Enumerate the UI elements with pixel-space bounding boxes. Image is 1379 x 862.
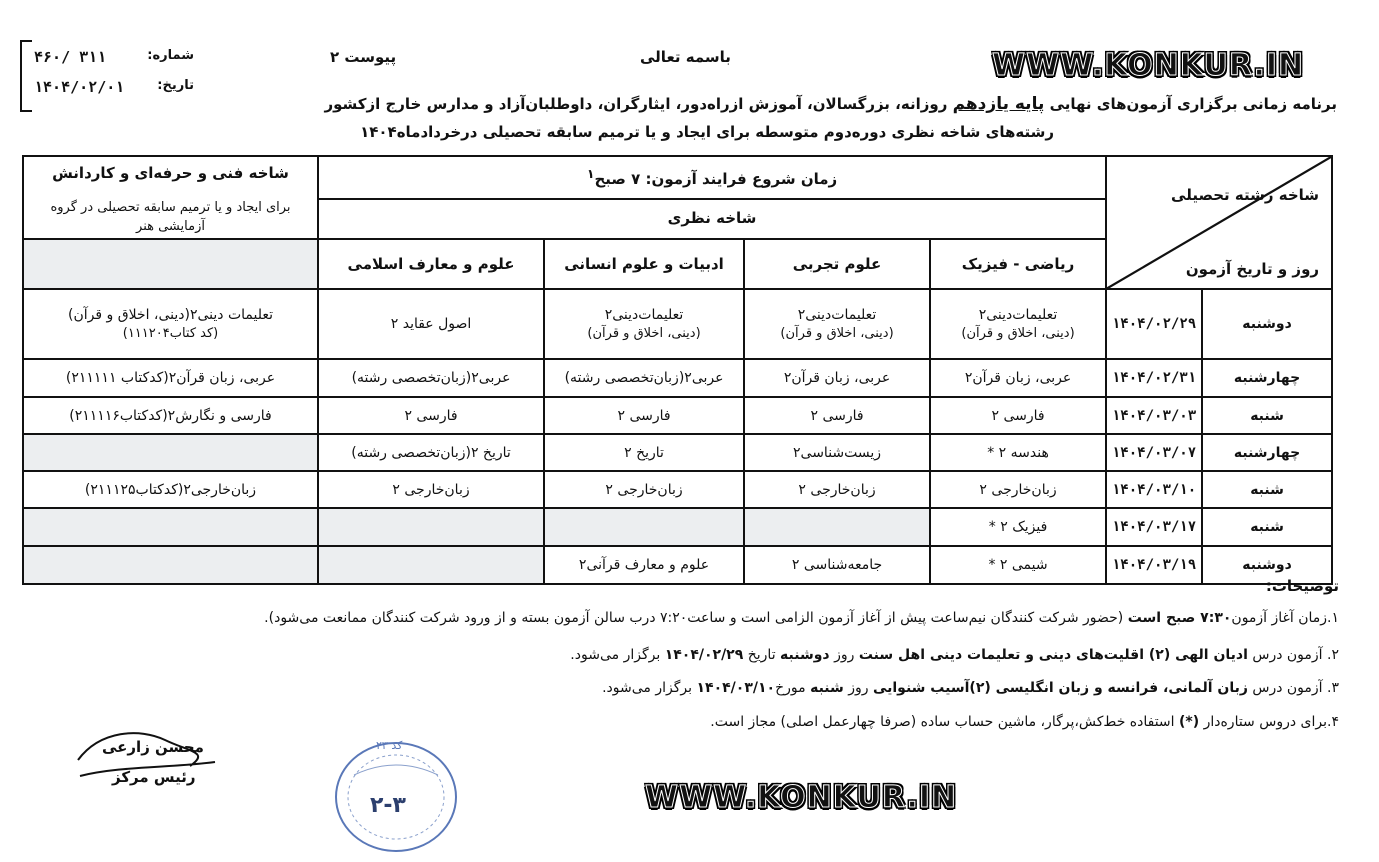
technical-header-cell: [23, 156, 318, 239]
table-cell: [318, 289, 544, 359]
table-cell: هندسه ۲ *: [930, 434, 1106, 471]
row-day: شنبه: [1202, 508, 1332, 546]
cell-sub: (کد کتاب۱۱۱۲۰۴): [122, 326, 219, 342]
note-1: [264, 610, 1339, 626]
table-cell: تاریخ ۲: [544, 434, 744, 471]
note-2-f: ۱۴۰۴/۰۲/۲۹: [664, 647, 744, 663]
title-line-1: [324, 94, 1337, 114]
row-date: ۱۴۰۴/۰۲/۲۹: [1106, 289, 1202, 359]
table-cell: فارسی و نگارش۲(کدکتاب۲۱۱۱۱۶): [23, 397, 318, 434]
note-4-c: استفاده خط‌کش،پرگار، ماشین حساب ساده (صرفا چهارعمل اصلی) مجاز است.: [710, 714, 1180, 730]
cell-sub: (دینی، اخلاق و قرآن): [780, 326, 894, 342]
cell-title: تعلیمات دینی۲(دینی، اخلاق و قرآن): [68, 306, 273, 323]
note-4-a: ۴.برای دروس ستاره‌دار: [1199, 714, 1339, 730]
date-value: ۱۴۰۴/۰۲/۰۱: [34, 78, 125, 96]
row-day: شنبه: [1202, 397, 1332, 434]
corner-cell: [1106, 156, 1332, 289]
note-1-c: (حضور شرکت کنندگان نیم‌ساعت پیش از آغاز آزمون الزامی است و ساعت۷:۲۰ درب سالن آزمون بسته و از ورود شرکت کنندگان ممانعت می‌شود).: [264, 610, 1128, 626]
note-2: [570, 647, 1339, 663]
col-experimental-sciences: علوم تجربی: [744, 239, 930, 289]
table-cell: [544, 289, 744, 359]
row-day: دوشنبه: [1202, 546, 1332, 584]
technical-header-fill: [23, 239, 318, 289]
note-3: [602, 680, 1339, 696]
cell-title: اصول عقاید ۲: [390, 316, 472, 333]
start-time-text: زمان شروع فرایند آزمون: ۷ صبح: [594, 169, 838, 188]
watermark-bottom: WWW.KONKUR.IN: [645, 780, 958, 815]
table-cell: عربی۲(زبان‌تخصصی رشته): [318, 359, 544, 397]
table-cell: فارسی ۲: [930, 397, 1106, 434]
note-3-e: مورخ: [775, 680, 811, 696]
cell-title: تعلیمات‌دینی۲: [978, 306, 1058, 323]
attachment-label: پیوست ۲: [330, 48, 397, 66]
empty-cell: [23, 546, 318, 584]
note-3-a: ۳. آزمون درس: [1247, 680, 1339, 696]
start-time-header: [318, 156, 1106, 199]
empty-cell: [23, 434, 318, 471]
row-date: ۱۴۰۴/۰۳/۰۳: [1106, 397, 1202, 434]
col-islamic-studies: علوم و معارف اسلامی: [318, 239, 544, 289]
table-cell: فارسی ۲: [318, 397, 544, 434]
row-date: ۱۴۰۴/۰۳/۱۰: [1106, 471, 1202, 508]
table-cell: زبان‌خارجی ۲: [744, 471, 930, 508]
title-highlight: پایه یازدهم: [952, 94, 1045, 114]
date-row: [34, 78, 194, 96]
empty-cell: [318, 508, 544, 546]
table-row: [23, 397, 1332, 434]
table-cell: [930, 289, 1106, 359]
table-cell: [744, 289, 930, 359]
cell-sub: (دینی، اخلاق و قرآن): [587, 326, 701, 342]
exam-schedule-table: [22, 155, 1333, 585]
corner-bottom-label: روز و تاریخ آزمون: [1185, 259, 1320, 278]
table-cell: عربی، زبان قرآن۲: [930, 359, 1106, 397]
watermark-top: WWW.KONKUR.IN: [992, 48, 1305, 83]
note-1-b: ۷:۳۰ صبح است: [1127, 610, 1232, 626]
empty-cell: [23, 508, 318, 546]
theory-branch-header: شاخه نظری: [318, 199, 1106, 239]
cell-sub: (دینی، اخلاق و قرآن): [961, 326, 1075, 342]
note-2-a: ۲. آزمون درس: [1247, 647, 1339, 663]
note-3-f: ۱۴۰۴/۰۳/۱۰: [696, 680, 776, 696]
bismillah: باسمه تعالی: [640, 48, 731, 66]
table-cell: عربی، زبان قرآن۲: [744, 359, 930, 397]
table-cell: زبان‌خارجی ۲: [544, 471, 744, 508]
table-cell: زبان‌خارجی ۲: [930, 471, 1106, 508]
row-day: چهارشنبه: [1202, 359, 1332, 397]
signer-name: محسن زارعی: [102, 738, 204, 756]
table-cell: زیست‌شناسی۲: [744, 434, 930, 471]
table-cell: علوم و معارف قرآنی۲: [544, 546, 744, 584]
row-date: ۱۴۰۴/۰۳/۱۹: [1106, 546, 1202, 584]
title-line-1-part1: برنامه زمانی برگزاری آزمون‌های نهایی: [1044, 95, 1337, 113]
cell-title: تعلیمات‌دینی۲: [797, 306, 877, 323]
note-2-d: دوشنبه: [780, 647, 830, 663]
table-cell: فارسی ۲: [744, 397, 930, 434]
table-cell: زبان‌خارجی۲(کدکتاب۲۱۱۱۲۵): [23, 471, 318, 508]
col-humanities: ادبیات و علوم انسانی: [544, 239, 744, 289]
table-row: [23, 434, 1332, 471]
number-value: ۴۶۰/ ۳۱۱: [34, 48, 107, 66]
row-day: دوشنبه: [1202, 289, 1332, 359]
table-row: [23, 289, 1332, 359]
signer-role: رئیس مرکز: [112, 768, 196, 786]
technical-header: شاخه فنی و حرفه‌ای و کاردانش: [52, 164, 289, 182]
corner-top-label: شاخه رشته تحصیلی: [1171, 186, 1320, 204]
notes-title: توضیحات:: [1265, 577, 1339, 595]
date-label: تاریخ:: [157, 78, 194, 93]
number-row: [34, 48, 194, 66]
note-1-a: ۱.زمان آغاز آزمون: [1231, 610, 1339, 626]
cell-title: تعلیمات‌دینی۲: [604, 306, 684, 323]
letter-meta: [20, 40, 192, 112]
col-math-physics: ریاضی - فیزیک: [930, 239, 1106, 289]
table-cell: جامعه‌شناسی ۲: [744, 546, 930, 584]
table-row: [23, 471, 1332, 508]
row-date: ۱۴۰۴/۰۳/۰۷: [1106, 434, 1202, 471]
title-line-1-part2: روزانه، بزرگسالان، آموزش ازراه‌دور، ایثارگران، داوطلبان‌آزاد و مدارس خارج ازکشور: [324, 95, 953, 113]
number-label: شماره:: [147, 48, 194, 63]
table-cell: [23, 289, 318, 359]
table-cell: عربی، زبان قرآن۲(کدکتاب ۲۱۱۱۱۱): [23, 359, 318, 397]
note-3-b: زبان آلمانی، فرانسه و زبان انگلیسی (۲)آسیب شنوایی: [872, 680, 1248, 696]
row-day: چهارشنبه: [1202, 434, 1332, 471]
title-line-2: رشته‌های شاخه نظری دوره‌دوم متوسطه برای ایجاد و یا ترمیم سابقه تحصیلی درخردادماه۱۴۰۴: [360, 123, 1054, 141]
table-row: [23, 546, 1332, 584]
technical-note: برای ایجاد و یا ترمیم سابقه تحصیلی در گروه آزمایشی هنر: [50, 199, 291, 234]
table-cell: تاریخ ۲(زبان‌تخصصی رشته): [318, 434, 544, 471]
empty-cell: [744, 508, 930, 546]
note-3-c: روز: [843, 680, 873, 696]
start-time-footnote: ۱: [586, 165, 595, 181]
table-cell: عربی۲(زبان‌تخصصی رشته): [544, 359, 744, 397]
meta-bracket: [20, 40, 32, 112]
table-cell: فارسی ۲: [544, 397, 744, 434]
row-day: شنبه: [1202, 471, 1332, 508]
note-4-b: (*): [1179, 714, 1200, 730]
note-2-e: تاریخ: [743, 647, 781, 663]
table-row: [23, 359, 1332, 397]
note-4: [710, 714, 1339, 730]
stamp-number: ۲-۳: [370, 793, 406, 818]
stamp-label: کد ۲۳: [376, 739, 403, 752]
empty-cell: [544, 508, 744, 546]
note-3-g: برگزار می‌شود.: [602, 680, 697, 696]
table-cell: فیزیک ۲ *: [930, 508, 1106, 546]
table-row: [23, 508, 1332, 546]
note-2-c: روز: [829, 647, 859, 663]
official-stamp: [330, 735, 462, 855]
table-cell: زبان‌خارجی ۲: [318, 471, 544, 508]
table-cell: شیمی ۲ *: [930, 546, 1106, 584]
note-3-d: شنبه: [810, 680, 844, 696]
note-2-g: برگزار می‌شود.: [570, 647, 665, 663]
row-date: ۱۴۰۴/۰۳/۱۷: [1106, 508, 1202, 546]
note-2-b: ادیان الهی (۲) اقلیت‌های دینی و تعلیمات دینی اهل سنت: [858, 647, 1248, 663]
row-date: ۱۴۰۴/۰۲/۳۱: [1106, 359, 1202, 397]
empty-cell: [318, 546, 544, 584]
header-row-1: [23, 156, 1332, 199]
